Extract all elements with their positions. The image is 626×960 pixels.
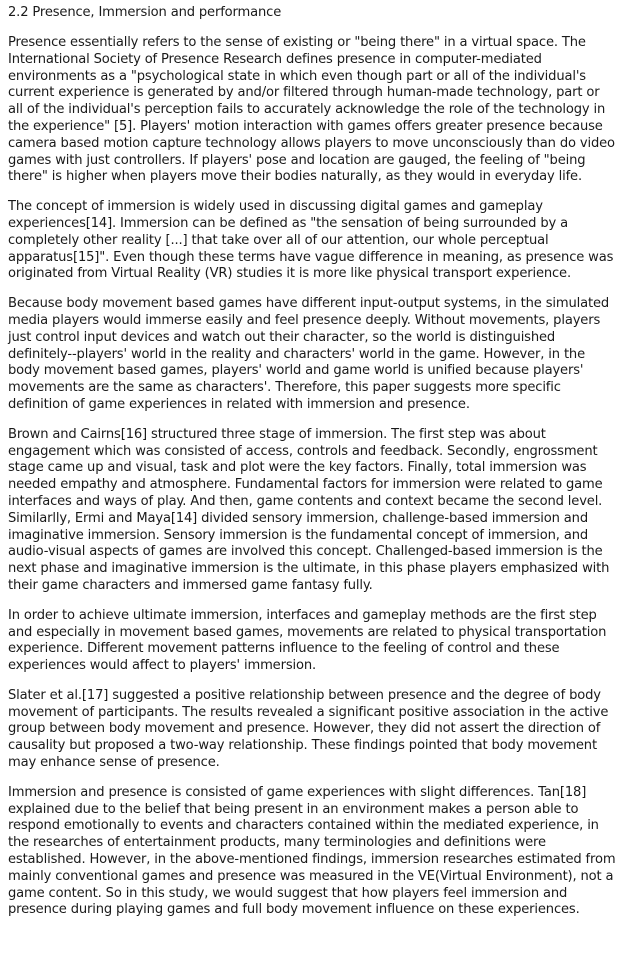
paragraph-presence-definition: Presence essentially refers to the sense of existing or "being there" in a virtual space. The International Society of Presence Research defines presence in computer-mediated environments as a "psychological state in which even though part or all of the individual's current experience is generated by and/or filtered through human-made technology, part or all of the individual's perception fails to accurately acknowledge the role of the technology in the experience" [5]. Players' motion interaction with games offers greater presence because camera based motion capture technology allows players to move unconsciously than do video games with just controllers. If players' pose and location are gauged, the feeling of "being there" is higher when players move their bodies naturally, as they would in everyday life. (8, 35, 615, 185)
section-heading: 2.2 Presence, Immersion and performance (8, 5, 282, 20)
paragraph-slater-findings: Slater et al.[17] suggested a positive relationship between presence and the degree of body movement of participants. The results revealed a significant positive association in the active group between body movement and presence. However, they did not assert the direction of causality but proposed a two-way relationship. These findings pointed that body movement may enhance sense of presence. (8, 687, 609, 771)
paragraph-immersion-stages: Brown and Cairns[16] structured three stage of immersion. The first step was about engagement which was consisted of access, controls and feedback. Secondly, engrossment stage came up and visual, task and plot were the key factors. Finally, total immersion was needed empathy and atmosphere. Fundamental factors for immersion were related to game interfaces and ways of play. And then, game contents and context became the second level. Similarlly, Ermi and Maya[14] divided sensory immersion, challenge-based immersion and imaginative immersion. Sensory immersion is the fundamental concept of immersion, and audio-visual aspects of games are involved this concept. Challenged-based immersion is the next phase and imaginative immersion is the ultimate, in this phase players emphasized with their game characters and immersed game fantasy fully. (8, 426, 610, 593)
paragraph-immersion-concept: The concept of immersion is widely used in discussing digital games and gameplay experiences[14]. Immersion can be defined as "the sensation of being surrounded by a completely other reality [...] that take over all of our attention, our whole perceptual apparatus[15]". Even though these terms have vague difference in meaning, as presence was originated from Virtual Reality (VR) studies it is more like physical transport experience. (8, 199, 614, 282)
paragraph-ultimate-immersion: In order to achieve ultimate immersion, interfaces and gameplay methods are the first step and especially in movement based games, movements are related to physical transportation experience. Different movement patterns influence to the feeling of control and these experiences would affect to players' immersion. (8, 607, 607, 674)
paragraph-immersion-presence-differences: Immersion and presence is consisted of game experiences with slight differences. Tan[18] explained due to the belief that being present in an environment makes a person able to respond emotionally to events and characters contained within the mediated experience, in the researches of entertainment products, many terminologies and definitions were established. However, in the above-mentioned findings, immersion researches estimated from mainly conventional games and presence was measured in the VE(Virtual Environment), not a game content. So in this study, we would suggest that how players feel immersion and presence during playing games and full body movement influence on these experiences. (8, 784, 616, 918)
paragraph-body-movement-games: Because body movement based games have different input-output systems, in the simulated media players would immerse easily and feel presence deeply. Without movements, players just control input devices and watch out their character, so the world is distinguished definitely--players' world in the reality and characters' world in the game. However, in the body movement based games, players' world and game world is unified because players' movements are the same as characters'. Therefore, this paper suggests more specific definition of game experiences in related with immersion and presence. (8, 296, 610, 412)
